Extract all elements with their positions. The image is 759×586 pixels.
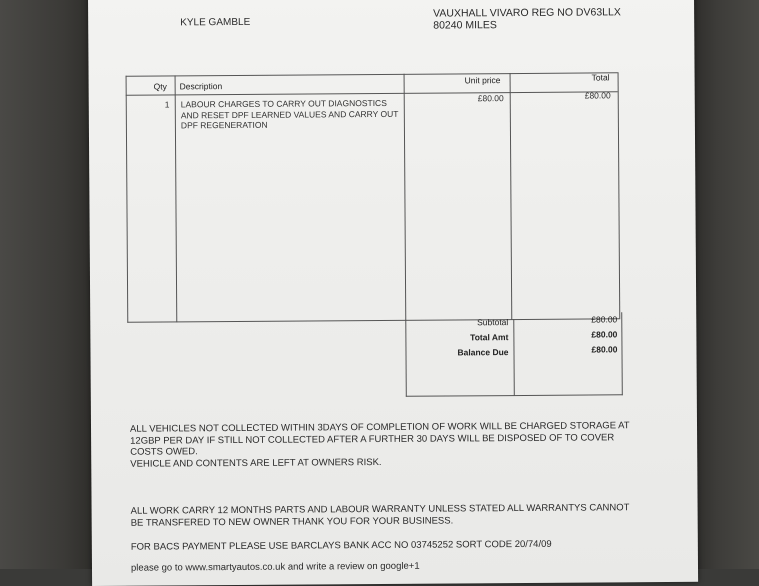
description-column-divider xyxy=(404,74,407,321)
subtotal-label: Subtotal xyxy=(477,317,509,328)
vehicle-registration: VAUXHALL VIVARO REG NO DV63LLX xyxy=(433,6,621,20)
balance-due-label: Balance Due xyxy=(457,347,509,358)
totals-left-border xyxy=(405,320,407,397)
header-description: Description xyxy=(179,81,223,92)
total-amt-value: £80.00 xyxy=(591,329,618,340)
background-right xyxy=(689,0,759,569)
table-left-border xyxy=(126,76,129,323)
warranty-terms: ALL WORK CARRY 12 MONTHS PARTS AND LABOUR WARRANTY UNLESS STATED ALL WARRANTYS CANNOT BE TRANSFERED TO NEW OWNER THANK YOU FOR YOUR BUSINESS. xyxy=(130,502,630,529)
total-amt-label: Total Amt xyxy=(470,332,509,343)
storage-terms: ALL VEHICLES NOT COLLECTED WITHIN 3DAYS OF COMPLETION OF WORK WILL BE CHARGED STORAGE AT 12GBP PER DAY IF STILL NOT COLLECTED AFTER A FURTHER 30 DAYS WILL BE DISPOSED OF TO COVER COSTS OWED. xyxy=(129,420,630,458)
row-total: £80.00 xyxy=(584,90,611,101)
table-header-divider xyxy=(126,91,618,95)
subtotal-value: £80.00 xyxy=(591,314,618,325)
customer-name: KYLE GAMBLE xyxy=(180,16,251,29)
table-top-border xyxy=(126,72,618,76)
review-request: please go to www.smartyautos.co.uk and write a review on google+1 xyxy=(130,560,420,574)
header-total: Total xyxy=(591,72,610,83)
table-bottom-border xyxy=(127,318,619,322)
risk-notice: VEHICLE AND CONTENTS ARE LEFT AT OWNERS RISK. xyxy=(130,456,382,470)
row-unit-price: £80.00 xyxy=(477,93,504,104)
row-description: LABOUR CHARGES TO CARRY OUT DIAGNOSTICS AND RESET DPF LEARNED VALUES AND CARRY OUT DPF REGENERATION xyxy=(180,97,399,131)
header-qty: Qty xyxy=(153,81,167,92)
totals-right-border xyxy=(621,312,623,395)
header-unit-price: Unit price xyxy=(464,75,501,86)
invoice-paper xyxy=(88,0,698,586)
background-left xyxy=(0,0,92,569)
vehicle-info xyxy=(433,6,621,31)
unit-price-column-divider xyxy=(510,73,513,320)
totals-middle-divider xyxy=(513,319,515,396)
row-qty: 1 xyxy=(164,99,170,110)
table-right-border xyxy=(618,72,621,319)
qty-column-divider xyxy=(175,75,178,322)
vehicle-mileage: 80240 MILES xyxy=(433,19,497,32)
payment-details: FOR BACS PAYMENT PLEASE USE BARCLAYS BANK ACC NO 03745252 SORT CODE 20/74/09 xyxy=(130,538,552,553)
balance-due-value: £80.00 xyxy=(591,344,618,355)
